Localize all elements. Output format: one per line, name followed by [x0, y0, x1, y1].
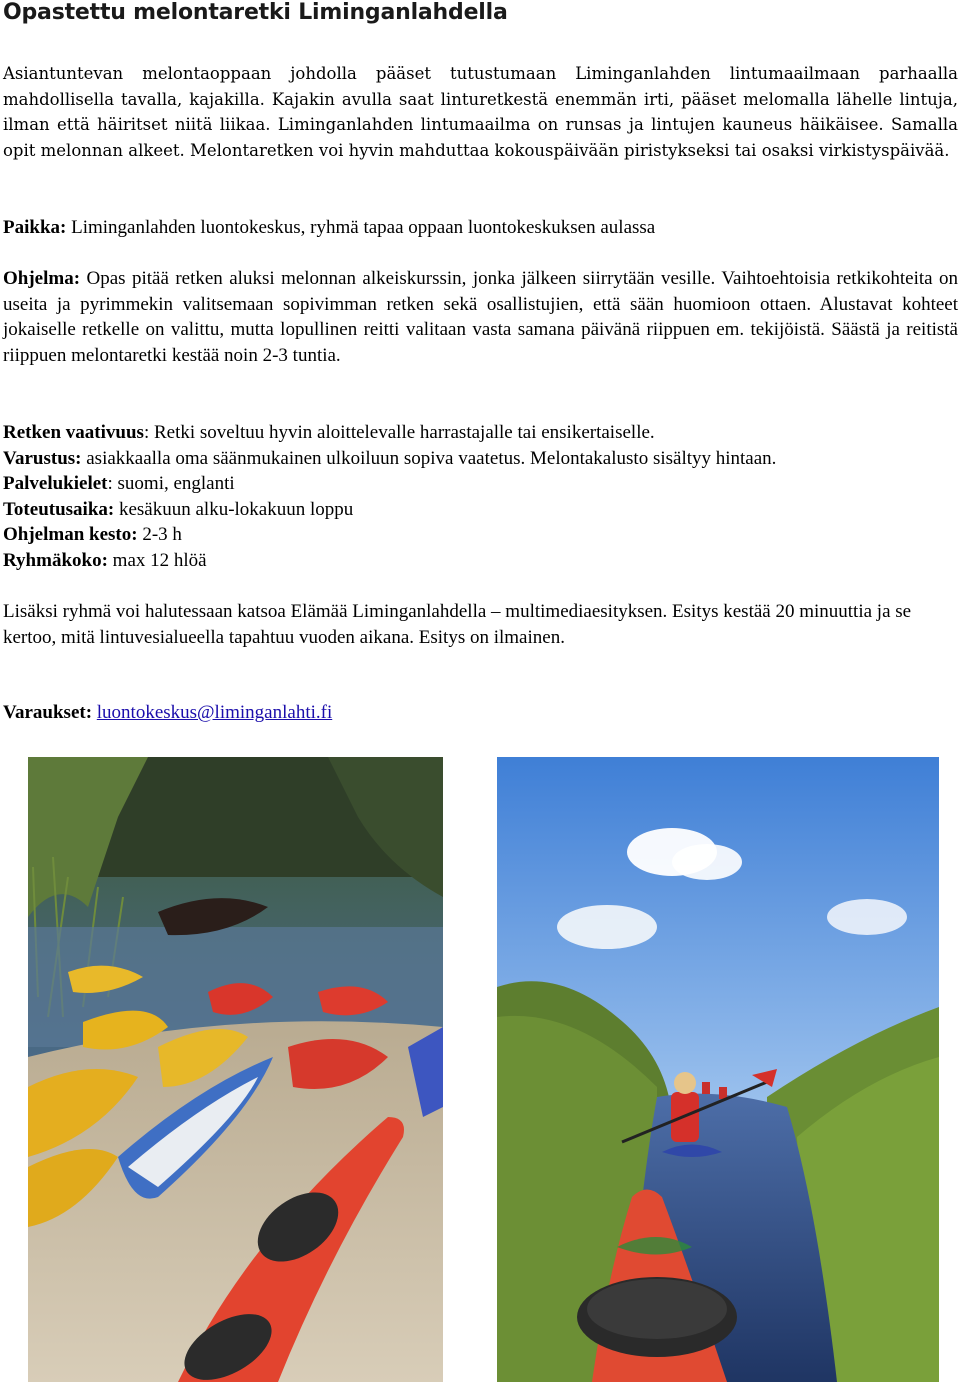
program-text-2: Alustavat kohteet jokaiselle retkelle on valittu, mutta lopullinen reitti valitaan vasta samana päivänä riippuen em. tekijöistä.: [3, 293, 958, 340]
detail-languages: Palvelukielet: suomi, englanti: [3, 473, 235, 494]
intro-sentence-4: Samalla opit melonnan alkeet.: [3, 115, 958, 160]
detail-text: 2-3 h: [137, 524, 182, 545]
detail-difficulty: Retken vaativuus: Retki soveltuu hyvin aloittelevalle harrastajalle tai ensikertaiselle.: [3, 422, 655, 443]
intro-sentence-1: Asiantuntevan melontaoppaan johdolla pääset tutustumaan Liminganlahden lintumaailmaan parhaalla mahdollisella tavalla, kajakilla.: [3, 64, 958, 109]
booking-email-link[interactable]: luontokeskus@liminganlahti.fi: [96, 702, 333, 723]
program-paragraph: [3, 266, 958, 368]
detail-label: Palvelukielet: [3, 473, 108, 494]
detail-label: Retken vaativuus: [3, 422, 144, 443]
details-list: [3, 420, 958, 573]
detail-text: max 12 hlöä: [107, 549, 207, 571]
place-line: [3, 215, 958, 241]
intro-sentence-5: Melontaretken voi hyvin mahduttaa kokouspäivään piristykseksi tai osaksi virkistyspäivää.: [190, 140, 950, 160]
intro-sentence-3: Liminganlahden lintumaailma on runsas ja lintujen kauneus häikäisee.: [277, 115, 884, 134]
detail-duration: [3, 522, 958, 548]
place-text: Liminganlahden luontokeskus, ryhmä tapaa oppaan luontokeskuksen aulassa: [71, 217, 656, 238]
photo-kayaks-on-shore: [28, 757, 443, 1382]
program-label: Ohjelma:: [3, 268, 81, 289]
detail-label: Ohjelman kesto:: [3, 524, 138, 545]
photo-kayaking-in-reed-channel: [497, 757, 939, 1382]
detail-text: suomi, englanti: [112, 473, 235, 494]
intro-sentence-2: Kajakin avulla saat linturetkestä enemmän irti, pääset melomalla lähelle lintuja, ilman että häiritset niitä liikaa.: [3, 89, 958, 134]
detail-label: Varustus:: [3, 447, 82, 469]
program-text-1: Opas pitää retken aluksi melonnan alkeiskurssin, jonka jälkeen siirrytään vesille. Vaihtoehtoisia retkikohteita on useita ja pyrimmekin valitsemaan sopivimman retken sekä osallistujien, että sään huomioon ottaen.: [3, 268, 958, 315]
detail-label: Ryhmäkoko:: [3, 549, 108, 571]
program-text-3: Säästä ja reitistä riippuen melontaretki kestää noin 2-3 tuntia.: [3, 319, 958, 366]
detail-text: asiakkaalla oma säänmukainen ulkoiluun sopiva vaatetus. Melontakalusto sisältyy hintaan.: [81, 447, 777, 469]
intro-paragraph: [3, 61, 958, 163]
extra-paragraph: Lisäksi ryhmä voi halutessaan katsoa Elämää Liminganlahdella – multimediaesityksen. Esitys kestää 20 minuuttia ja se kertoo, mitä lintuvesialueella tapahtuu vuoden aikana. Esitys on ilmainen.: [3, 601, 912, 648]
place-label: Paikka:: [3, 217, 67, 238]
page-title: Opastettu melontaretki Liminganlahdella: [3, 0, 508, 25]
detail-label: Toteutusaika:: [3, 498, 115, 520]
detail-text: kesäkuun alku-lokakuun loppu: [114, 498, 354, 520]
detail-equipment: [3, 446, 958, 472]
detail-text: Retki soveltuu hyvin aloittelevalle harrastajalle tai ensikertaiselle.: [149, 422, 655, 443]
booking-label: Varaukset:: [3, 702, 93, 723]
detail-group-size: [3, 548, 958, 574]
booking-line: [3, 700, 958, 726]
detail-season: [3, 497, 958, 523]
